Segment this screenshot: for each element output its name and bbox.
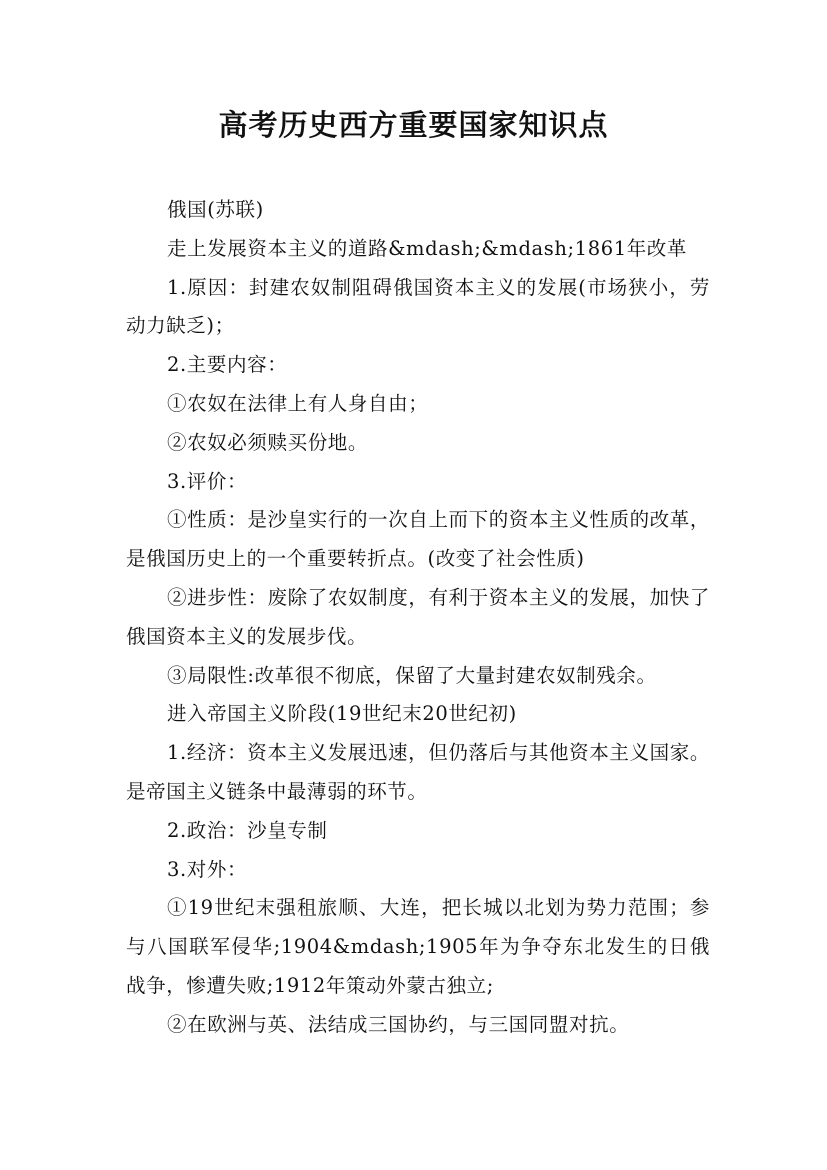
paragraph-main-content-heading: 2.主要内容： bbox=[167, 353, 288, 377]
document-body bbox=[126, 191, 710, 1045]
paragraph-cause: 1.原因：封建农奴制阻碍俄国资本主义的发展(市场狭小，劳动力缺乏)； bbox=[126, 275, 710, 338]
paragraph-evaluation-heading: 3.评价： bbox=[167, 469, 248, 493]
paragraph-evaluation-progress: ②进步性：废除了农奴制度，有利于资本主义的发展，加快了俄国资本主义的发展步伐。 bbox=[126, 585, 710, 648]
document-title: 高考历史西方重要国家知识点 bbox=[218, 108, 609, 142]
paragraph-content-item-2: ②农奴必须赎买份地。 bbox=[167, 430, 369, 454]
paragraph-foreign-heading: 3.对外： bbox=[167, 857, 248, 881]
paragraph-foreign-item-2: ②在欧洲与英、法结成三国协约，与三国同盟对抗。 bbox=[167, 1012, 630, 1036]
paragraph-content-item-1: ①农奴在法律上有人身自由； bbox=[167, 391, 429, 415]
paragraph-heading-russia: 俄国(苏联) bbox=[167, 198, 264, 221]
paragraph-foreign-item-1: ①19世纪末强租旅顺、大连，把长城以北划为势力范围；参与八国联军侵华;1904&mdash;1905年为争夺东北发生的日俄战争，惨遭失败;1912年策动外蒙古独立; bbox=[126, 896, 710, 997]
paragraph-imperialism-heading: 进入帝国主义阶段(19世纪末20世纪初) bbox=[167, 702, 517, 726]
paragraph-evaluation-nature: ①性质：是沙皇实行的一次自上而下的资本主义性质的改革，是俄国历史上的一个重要转折点。(改变了社会性质) bbox=[126, 508, 710, 571]
paragraph-politics: 2.政治：沙皇专制 bbox=[167, 818, 328, 842]
paragraph-economy: 1.经济：资本主义发展迅速，但仍落后与其他资本主义国家。是帝国主义链条中最薄弱的环节。 bbox=[126, 741, 710, 803]
paragraph-evaluation-limitation: ③局限性:改革很不彻底，保留了大量封建农奴制残余。 bbox=[167, 663, 657, 687]
paragraph-reform-heading: 走上发展资本主义的道路&mdash;&mdash;1861年改革 bbox=[167, 236, 688, 260]
